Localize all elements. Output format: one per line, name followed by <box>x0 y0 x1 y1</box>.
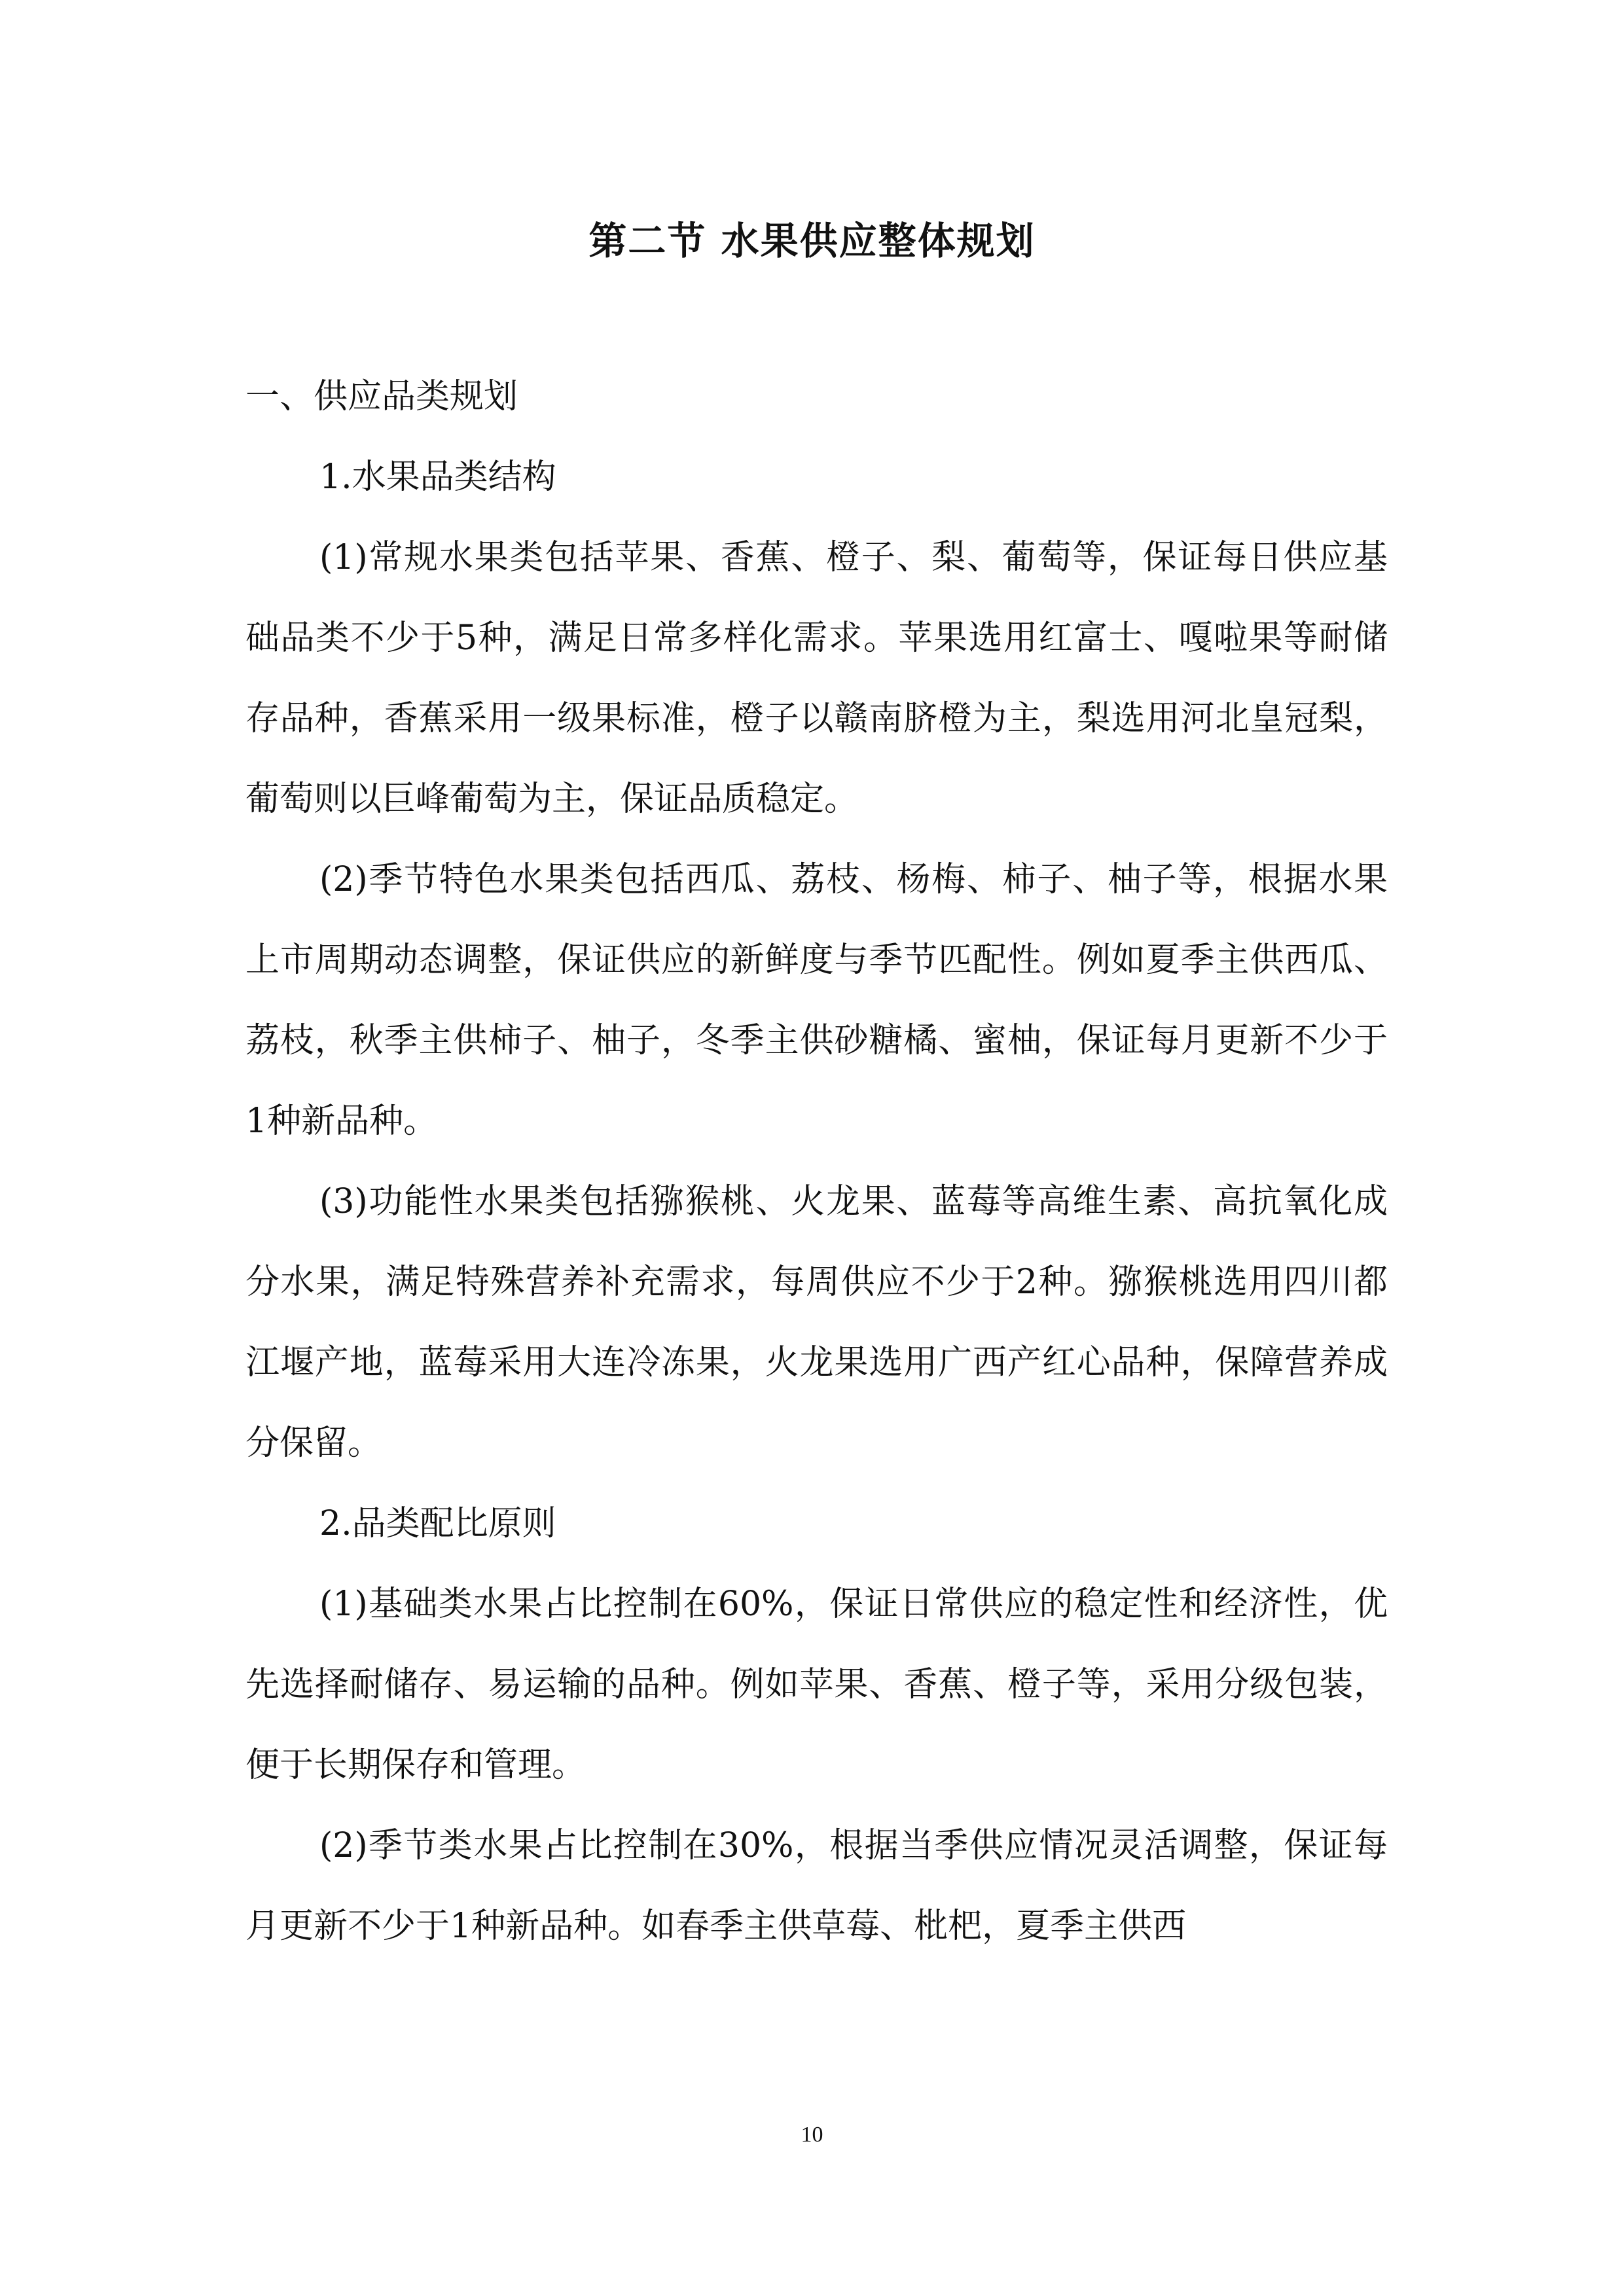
subsection-heading-ratio: 2.品类配比原则 <box>319 1504 556 1543</box>
paragraph-regular-fruits: (1)常规水果类包括苹果、香蕉、橙子、梨、葡萄等，保证每日供应基础品类不少于5种，满足日常多样化需求。苹果选用红富士、嘎啦果等耐储存品种，香蕉采用一级果标准，橙子以赣南脐橙为主，梨选用河北皇冠梨，葡萄则以巨峰葡萄为主，保证品质稳定。 <box>245 538 1388 819</box>
paragraph-seasonal-ratio: (2)季节类水果占比控制在30%，根据当季供应情况灵活调整，保证每月更新不少于1种新品种。如春季主供草莓、枇杷，夏季主供西 <box>245 1826 1388 1946</box>
document-body <box>245 357 1388 1967</box>
subsection-heading-structure: 1.水果品类结构 <box>319 457 556 497</box>
paragraph-functional-fruits: (3)功能性水果类包括猕猴桃、火龙果、蓝莓等高维生素、高抗氧化成分水果，满足特殊营养补充需求，每周供应不少于2种。猕猴桃选用四川都江堰产地，蓝莓采用大连冷冻果，火龙果选用广西产红心品种，保障营养成分保留。 <box>245 1182 1388 1463</box>
paragraph-basic-ratio: (1)基础类水果占比控制在60%，保证日常供应的稳定性和经济性，优先选择耐储存、易运输的品种。例如苹果、香蕉、橙子等，采用分级包装，便于长期保存和管理。 <box>245 1585 1388 1785</box>
section-title: 第二节 水果供应整体规划 <box>588 219 1036 263</box>
paragraph-seasonal-fruits: (2)季节特色水果类包括西瓜、荔枝、杨梅、柿子、柚子等，根据水果上市周期动态调整，保证供应的新鲜度与季节匹配性。例如夏季主供西瓜、荔枝，秋季主供柿子、柚子，冬季主供砂糖橘、蜜柚，保证每月更新不少于1种新品种。 <box>245 860 1388 1141</box>
page-number: 10 <box>801 2123 823 2147</box>
section-heading: 一、供应品类规划 <box>245 377 518 416</box>
